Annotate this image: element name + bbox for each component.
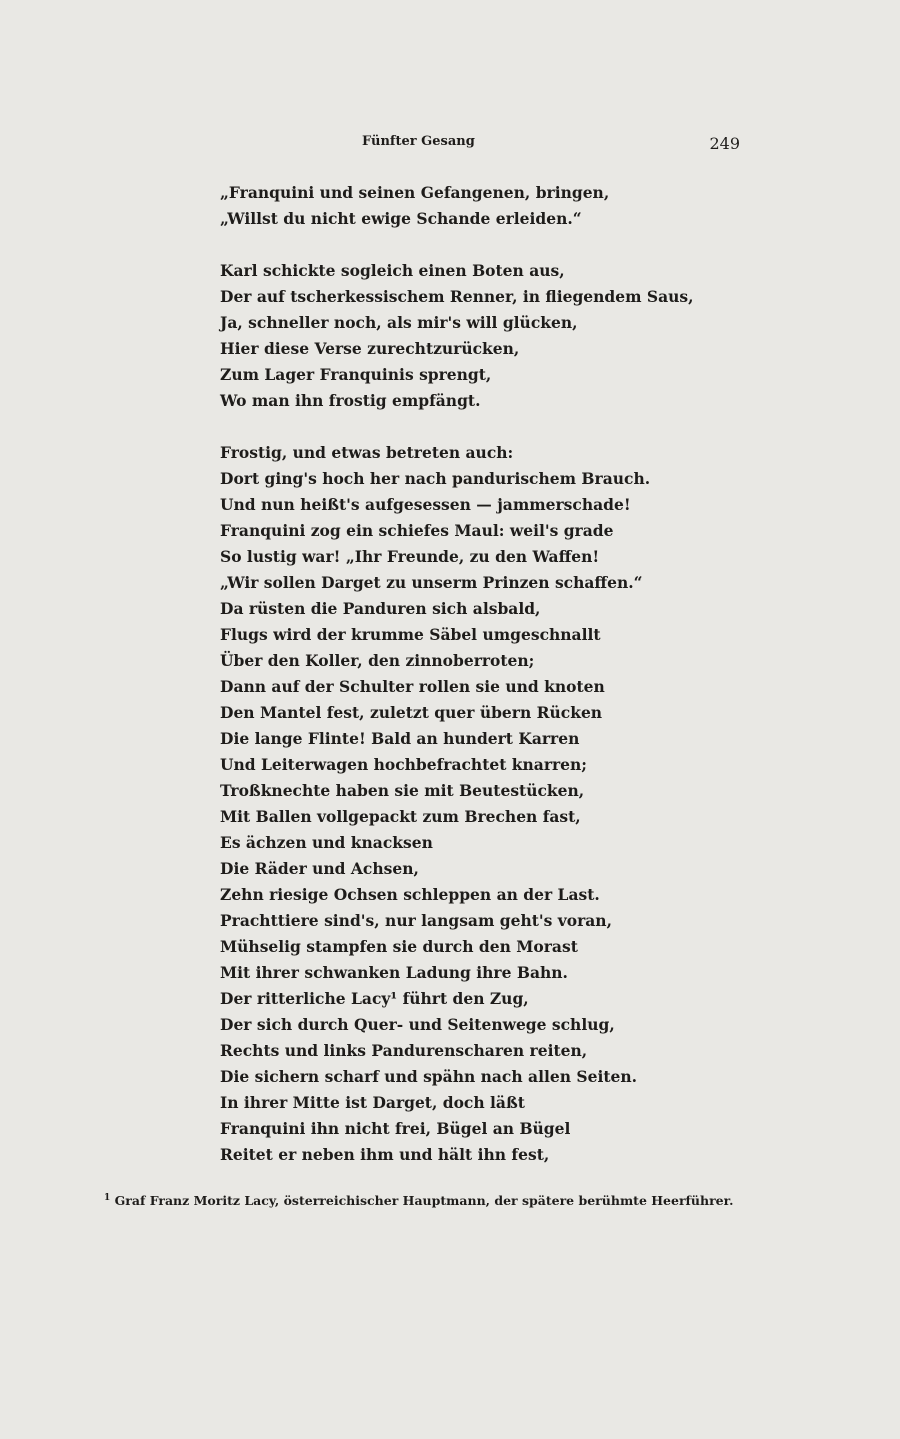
verse-line: Prachttiere sind's, nur langsam geht's voran, [220,911,612,930]
running-title: Fünfter Gesang [362,134,475,149]
footnote-marker: 1 [104,1193,111,1203]
verse-line: Flugs wird der krumme Säbel umgeschnallt [220,625,601,644]
verse-line: Reitet er neben ihm und hält ihn fest, [220,1145,550,1164]
verse-line: Die lange Flinte! Bald an hundert Karren [220,729,580,748]
verse-line: „Wir sollen Darget zu unserm Prinzen schaffen.“ [220,573,643,592]
verse-line: Mit ihrer schwanken Ladung ihre Bahn. [220,963,568,982]
verse-line: Es ächzen und knacksen [220,833,433,852]
verse-line: Mit Ballen vollgepackt zum Brechen fast, [220,807,581,826]
verse-line: Dann auf der Schulter rollen sie und knoten [220,677,605,696]
verse-line: Hier diese Verse zurechtzurücken, [220,339,520,358]
stanza [220,258,694,414]
verse-line: Karl schickte sogleich einen Boten aus, [220,261,565,280]
verse-line: Frostig, und etwas betreten auch: [220,443,514,462]
verse-line: So lustig war! „Ihr Freunde, zu den Waffen! [220,547,600,566]
verse-line: Den Mantel fest, zuletzt quer übern Rücken [220,703,603,722]
verse-line: Der ritterliche Lacy¹ führt den Zug, [220,989,529,1008]
verse-line: Wo man ihn frostig empfängt. [220,391,481,410]
verse-line: Franquini zog ein schiefes Maul: weil's grade [220,521,614,540]
verse-line: Der auf tscherkessischem Renner, in fliegendem Saus, [220,287,694,306]
verse-line: Zehn riesige Ochsen schleppen an der Last. [220,885,600,904]
poem-text [220,180,694,1168]
verse-line: Ja, schneller noch, als mir's will glücken, [220,313,578,332]
verse-line: Über den Koller, den zinnoberroten; [220,651,535,670]
verse-line: Rechts und links Pandurenscharen reiten, [220,1041,588,1060]
verse-line: Und nun heißt's aufgesessen — jammerschade! [220,495,631,514]
verse-line: Die Räder und Achsen, [220,859,419,878]
verse-line: Die sichern scharf und spähn nach allen Seiten. [220,1067,638,1086]
verse-line: Franquini ihn nicht frei, Bügel an Bügel [220,1119,571,1138]
footnote [104,1193,804,1208]
verse-line: Und Leiterwagen hochbefrachtet knarren; [220,755,588,774]
verse-line: Zum Lager Franquinis sprengt, [220,365,492,384]
verse-line: „Franquini und seinen Gefangenen, bringen, [220,183,610,202]
footnote-text: Graf Franz Moritz Lacy, österreichischer Hauptmann, der spätere berühmte Heerführer. [114,1193,734,1209]
page-number: 249 [709,134,740,153]
verse-line: Troßknechte haben sie mit Beutestücken, [220,781,585,800]
verse-line: Dort ging's hoch her nach pandurischem Brauch. [220,469,651,488]
verse-line: Der sich durch Quer- und Seitenwege schlug, [220,1015,615,1034]
verse-line: Mühselig stampfen sie durch den Morast [220,937,578,956]
verse-line: In ihrer Mitte ist Darget, doch läßt [220,1093,525,1112]
stanza [220,180,690,232]
verse-line: „Willst du nicht ewige Schande erleiden.“ [220,209,582,228]
verse-line: Da rüsten die Panduren sich alsbald, [220,599,541,618]
stanza [220,440,690,1168]
